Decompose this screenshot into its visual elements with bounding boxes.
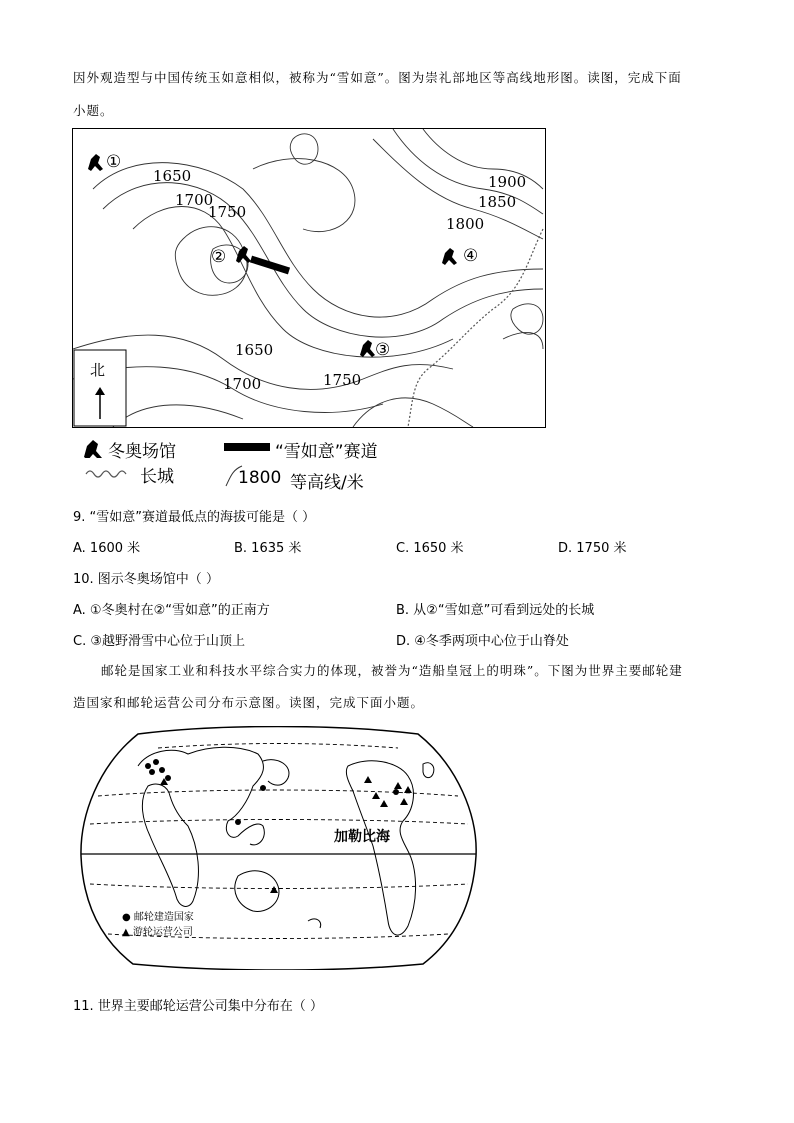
contour-label-1650-b: 1650 [235, 341, 274, 359]
q9-option-d[interactable]: D. 1750 米 [558, 541, 627, 556]
q10-stem: 10. 图示冬奥场馆中（ ） [73, 572, 219, 587]
q9-stem: 9. “雪如意”赛道最低点的海拔可能是（ ） [73, 510, 316, 525]
north-label: 北 [90, 361, 106, 379]
legend-wall: 长城 [140, 467, 174, 487]
contour-label-1750-a: 1750 [208, 203, 247, 221]
sea-label: 加勒比海 [334, 829, 390, 845]
q11-stem: 11. 世界主要邮轮运营公司集中分布在（ ） [73, 999, 323, 1014]
marker-2: ② [211, 247, 227, 267]
contour-label-1800: 1800 [446, 215, 485, 233]
marker-1: ① [106, 152, 122, 172]
q9-option-c[interactable]: C. 1650 米 [396, 541, 464, 556]
intro2-line-1: 邮轮是国家工业和科技水平综合实力的体现，被誉为“造船皇冠上的明珠”。下图为世界主要邮轮建 [101, 663, 683, 678]
legend-venue: 冬奥场馆 [108, 442, 176, 462]
world-map [78, 726, 478, 970]
contour-label-1650-a: 1650 [153, 167, 192, 185]
q10-option-c[interactable]: C. ③越野滑雪中心位于山顶上 [73, 634, 245, 649]
contour-label-1700-a: 1700 [175, 191, 214, 209]
q10-option-b[interactable]: B. 从②“雪如意”可看到远处的长城 [396, 603, 595, 618]
q10-option-a[interactable]: A. ①冬奥村在②“雪如意”的正南方 [73, 603, 270, 618]
legend-contour-value: 1800 [238, 468, 282, 488]
marker-4: ④ [463, 246, 479, 266]
contour-label-1900: 1900 [488, 173, 527, 191]
q9-option-a[interactable]: A. 1600 米 [73, 541, 141, 556]
venue-icon [84, 438, 104, 458]
track-icon [224, 443, 270, 451]
q9-option-b[interactable]: B. 1635 米 [234, 541, 302, 556]
intro2-line-2: 造国家和邮轮运营公司分布示意图。读图，完成下面小题。 [73, 695, 425, 710]
contour-label-1700-b: 1700 [223, 375, 262, 393]
great-wall-icon [84, 466, 134, 478]
q10-option-d[interactable]: D. ④冬季两项中心位于山脊处 [396, 634, 569, 649]
contour-label-1750-b: 1750 [323, 371, 362, 389]
intro-line-1: 因外观造型与中国传统玉如意相似，被称为“雪如意”。图为崇礼部地区等高线地形图。读图，完成下面 [73, 70, 682, 85]
legend-operating-companies: ▲ 游轮运营公司 [122, 927, 193, 938]
intro-line-2: 小题。 [73, 103, 114, 118]
legend-build-countries: ● 邮轮建造国家 [122, 912, 194, 923]
legend-track: “雪如意”赛道 [275, 442, 378, 462]
topographic-map [72, 128, 546, 428]
marker-3: ③ [375, 340, 391, 360]
legend-contour-label: 等高线/米 [290, 473, 364, 493]
contour-label-1850: 1850 [478, 193, 517, 211]
